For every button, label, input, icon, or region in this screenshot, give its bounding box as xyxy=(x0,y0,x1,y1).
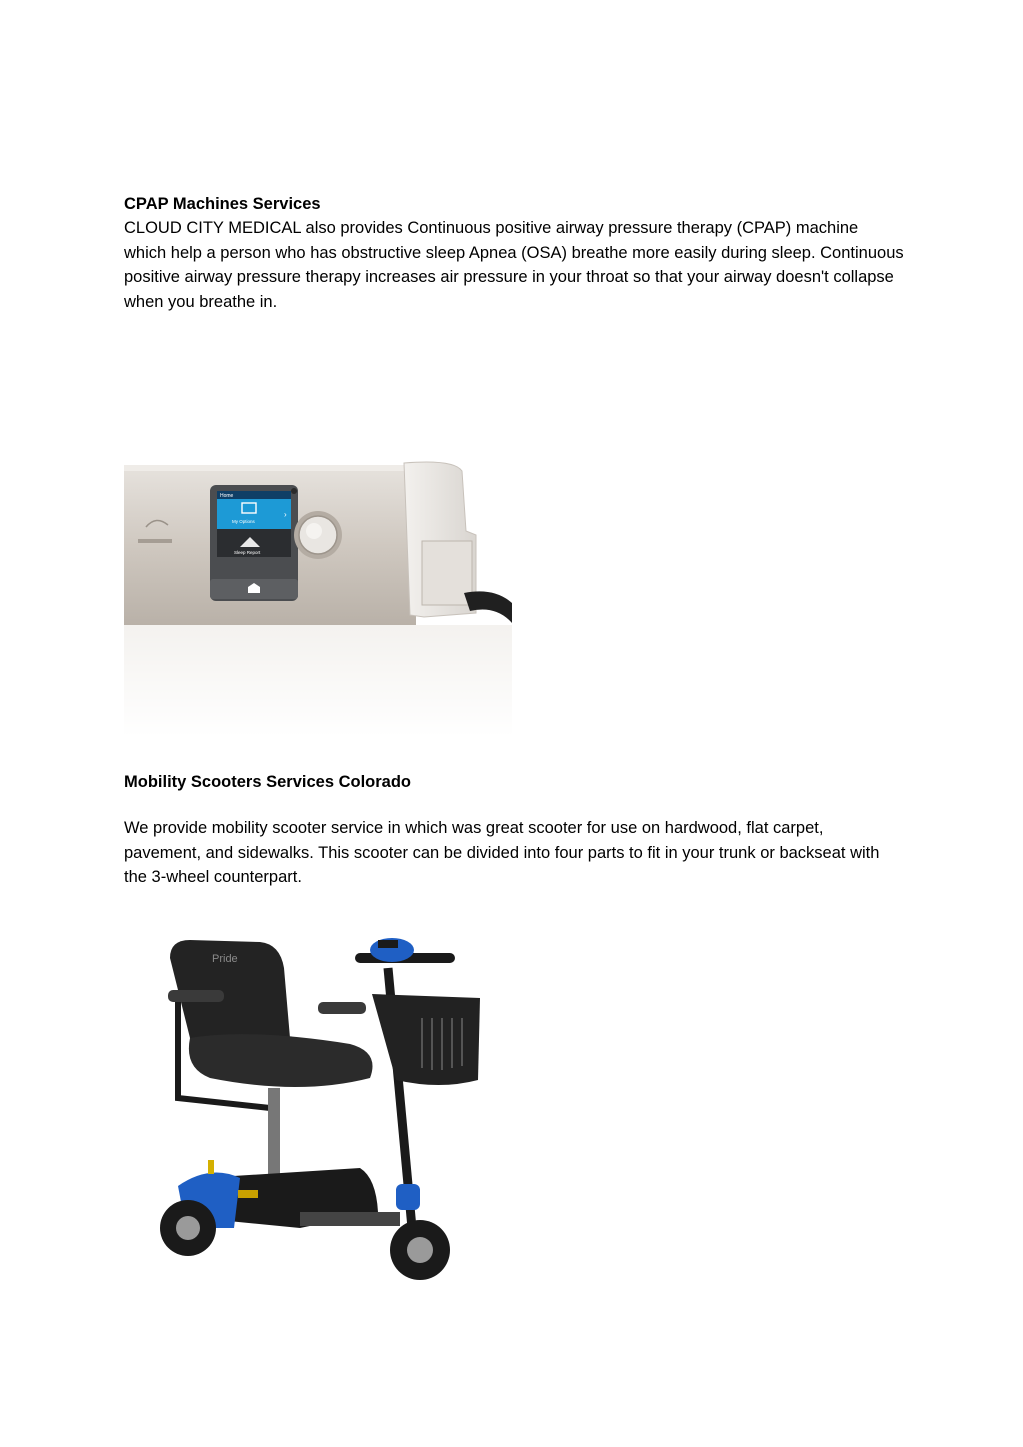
cpap-machine-image xyxy=(124,455,512,737)
device-screen-home-label: Home xyxy=(220,493,234,499)
basket xyxy=(372,994,480,1085)
cpap-section-paragraph: CLOUD CITY MEDICAL also provides Continuous positive airway pressure therapy (CPAP) machine which help a person who has obstructive sleep Apnea (OSA) breathe more easily during sleep. Continuous positive airway pressure therapy increases air pressure in your throat so that your airway doesn't collapse when you breathe in. xyxy=(124,219,904,311)
device-screen-report-label: Sleep Report xyxy=(234,550,261,555)
chevron-right-icon: › xyxy=(284,510,287,519)
seat-brand-label: Pride xyxy=(212,953,238,965)
seat-cushion xyxy=(189,1034,373,1087)
device-screen-options-label: My Options xyxy=(232,519,255,524)
mobility-scooter-image xyxy=(150,928,490,1318)
scooter-section-heading: Mobility Scooters Services Colorado xyxy=(124,773,411,791)
floorboard xyxy=(300,1212,400,1226)
scooter-section-paragraph: We provide mobility scooter service in which was great scooter for use on hardwood, flat carpet, pavement, and sidewalks. This scooter can be divided into four parts to fit in your trunk or backseat with the 3-wheel counterpart. xyxy=(124,819,880,887)
cpap-section-heading: CPAP Machines Services xyxy=(124,195,321,213)
